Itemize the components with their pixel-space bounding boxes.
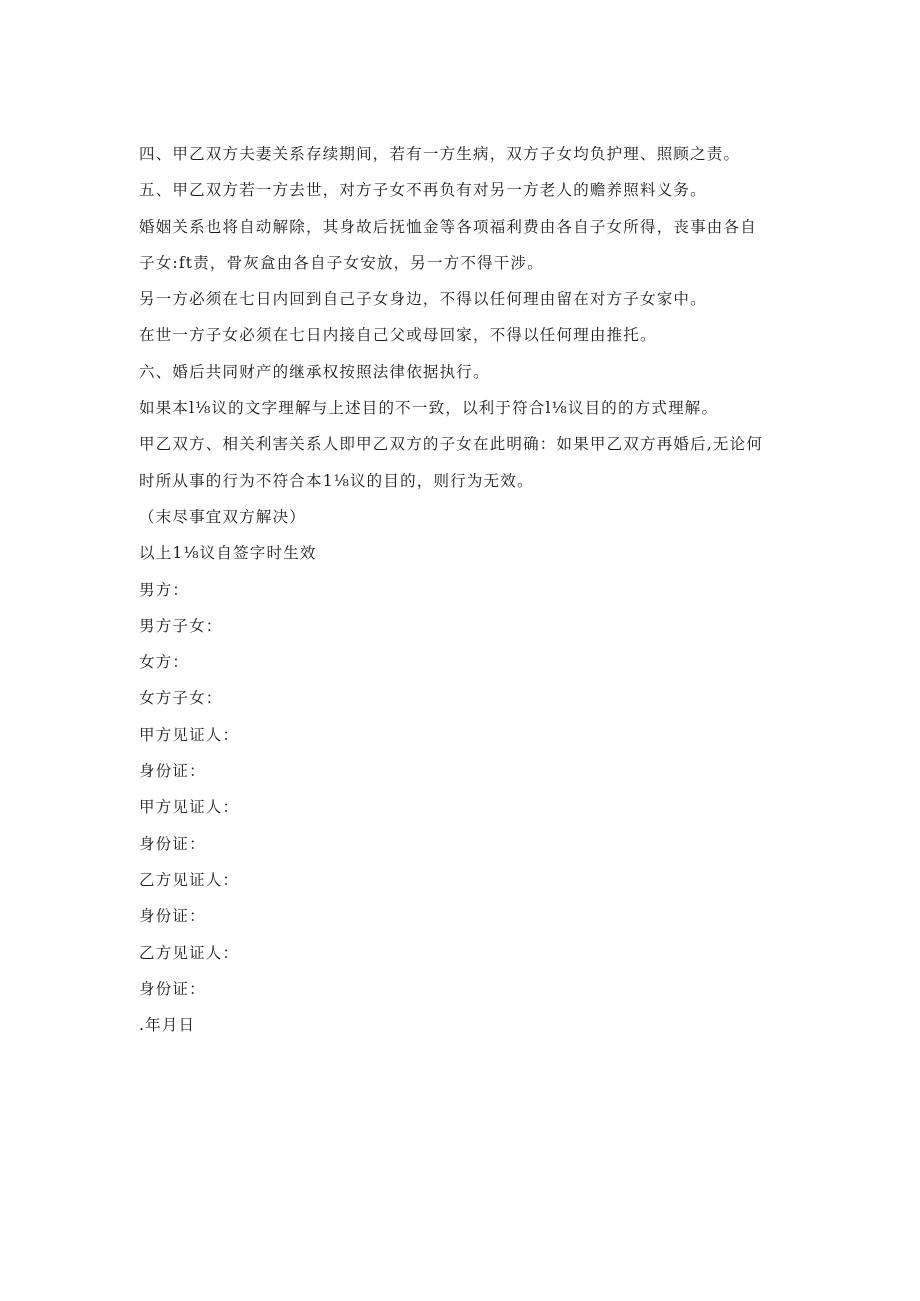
signature-field-wife: 女方： [139, 653, 190, 672]
paragraph-line: 在世一方子女必须在七日内接自己父或母回家，不得以任何理由推托。 [139, 326, 657, 345]
document-body [139, 136, 789, 1043]
effective-clause: 以上1⅛议自签字时生效 [139, 544, 317, 563]
signature-field-party-a-witness: 甲方见证人： [139, 798, 240, 817]
signature-field-party-b-witness: 乙方见证人： [139, 943, 240, 962]
signature-field-id-card: 身份证： [139, 979, 206, 998]
clause-four: 四、甲乙双方夫妻关系存续期间，若有一方生病，双方子女均负护理、照顾之责。 [139, 145, 741, 163]
unresolved-matters-note: （末尽事宜双方解决） [139, 507, 307, 526]
clause-six: 六、婚后共同财产的继承权按照法律依据执行。 [139, 362, 490, 381]
paragraph-line: 甲乙双方、相关利害关系人即甲乙双方的子女在此明确：如果甲乙双方再婚后,无论何 [139, 435, 764, 454]
signature-field-party-a-witness: 甲方见证人： [139, 725, 240, 744]
signature-field-id-card: 身份证： [139, 907, 206, 926]
paragraph-line: 如果本l⅛议的文字理解与上述目的不一致，以利于符合l⅛议目的的方式理解。 [139, 399, 719, 418]
signature-field-wife-children: 女方子女： [139, 689, 223, 708]
signature-field-id-card: 身份证： [139, 834, 206, 853]
paragraph-line: 另一方必须在七日内回到自己子女身边，不得以任何理由留在对方子女家中。 [139, 290, 707, 309]
signature-field-husband: 男方： [139, 580, 190, 599]
signature-field-party-b-witness: 乙方见证人： [139, 870, 240, 889]
paragraph-line: 子女:ft责，骨灰盒由各自子女安放，另一方不得干涉。 [139, 253, 544, 272]
date-field: .年月日 [139, 1016, 196, 1035]
clause-five: 五、甲乙双方若一方去世，对方子女不再负有对另一方老人的赡养照料义务。 [139, 181, 707, 200]
paragraph-line: 婚姻关系也将自动解除，其身故后抚恤金等各项福利费由各自子女所得，丧事由各自 [139, 217, 757, 236]
signature-field-id-card: 身份证： [139, 762, 206, 781]
paragraph-line: 时所从事的行为不符合本1⅛议的目的，则行为无效。 [139, 471, 534, 490]
signature-field-husband-children: 男方子女： [139, 616, 223, 635]
